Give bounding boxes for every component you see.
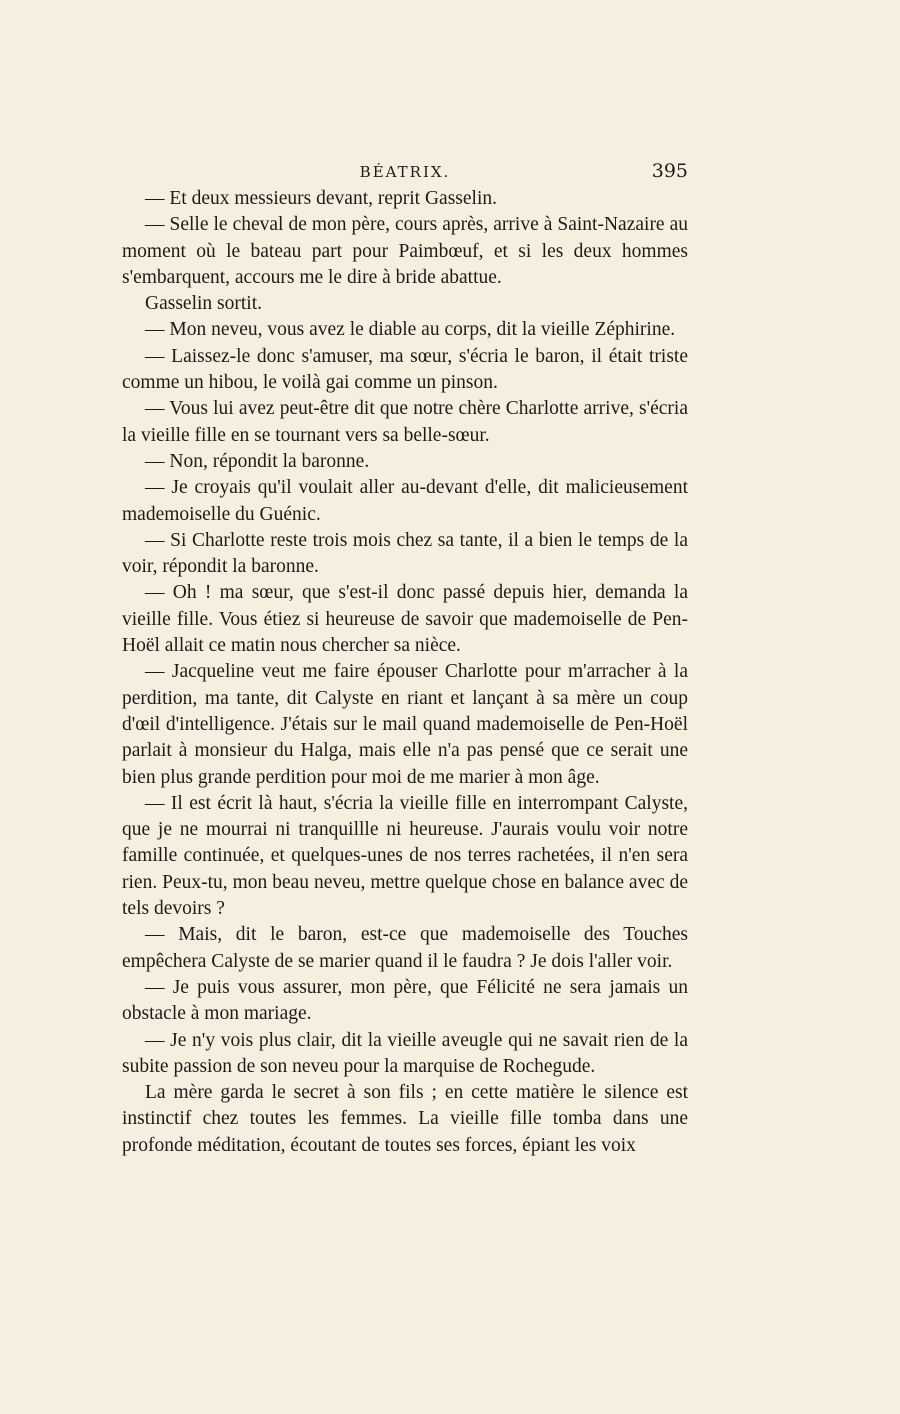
running-title: BÉATRIX. bbox=[359, 163, 451, 181]
paragraph: — Selle le cheval de mon père, cours après, arrive à Saint-Nazaire au moment où le bateau part pour Paimbœuf, et si les deux hommes s'embarquent, accours me le dire à bride abattue. bbox=[122, 214, 688, 288]
paragraph: — Et deux messieurs devant, reprit Gasselin. bbox=[145, 188, 497, 209]
paragraph: — Non, répondit la baronne. bbox=[145, 450, 370, 472]
page-number: 395 bbox=[651, 160, 688, 182]
paragraph: — Je n'y vois plus clair, dit la vieille aveugle qui ne savait rien de la subite passion de son neveu pour la marquise de Rochegude. bbox=[122, 1029, 688, 1077]
paragraph: — Si Charlotte reste trois mois chez sa tante, il a bien le temps de la voir, répondit la baronne. bbox=[122, 529, 688, 578]
paragraph: — Laissez-le donc s'amuser, ma sœur, s'écria le baron, il était triste comme un hibou, le voilà gai comme un pinson. bbox=[122, 345, 688, 394]
paragraph: — Oh ! ma sœur, que s'est-il donc passé depuis hier, demanda la vieille fille. Vous étiez si heureuse de savoir que mademoiselle de Pen-Hoël allait ce matin nous chercher sa nièce. bbox=[122, 582, 688, 657]
paragraph: — Il est écrit là haut, s'écria la vieille fille en interrompant Calyste, que je ne mourrai ni tranquillle ni heureuse. J'aurais voulu voir notre famille continuée, et quelques-unes de nos terres rachetées, il n'en sera rien. Peux-tu, mon beau neveu, mettre quelque chose en balance avec de tels devoirs ? bbox=[122, 792, 688, 920]
paragraph: — Mon neveu, vous avez le diable au corps, dit la vieille Zéphirine. bbox=[145, 319, 676, 341]
paragraph: — Vous lui avez peut-être dit que notre chère Charlotte arrive, s'écria la vieille fille en se tournant vers sa belle-sœur. bbox=[122, 398, 688, 446]
paragraph: La mère garda le secret à son fils ; en cette matière le silence est instinctif chez toutes les femmes. La vieille fille tomba dans une profonde méditation, écoutant de toutes ses forces, épiant les voix bbox=[122, 1082, 688, 1156]
page-header bbox=[122, 160, 688, 184]
paragraph: — Je croyais qu'il voulait aller au-devant d'elle, dit malicieusement mademoiselle du Guénic. bbox=[122, 477, 688, 525]
paragraph: — Mais, dit le baron, est-ce que mademoiselle des Touches empêchera Calyste de se marier quand il le faudra ? Je dois l'aller voir. bbox=[122, 924, 688, 972]
paragraph: — Jacqueline veut me faire épouser Charlotte pour m'arracher à la perdition, ma tante, dit Calyste en riant et lançant à sa mère un coup d'œil d'intelligence. J'étais sur le mail quand mademoiselle de Pen-Hoël parlait à monsieur du Halga, mais elle n'a pas pensé que ce serait une bien plus grande perdition pour moi de me marier à mon âge. bbox=[122, 661, 688, 788]
body-text bbox=[122, 186, 688, 1159]
paragraph: — Je puis vous assurer, mon père, que Félicité ne sera jamais un obstacle à mon mariage. bbox=[122, 976, 688, 1025]
paragraph: Gasselin sortit. bbox=[145, 293, 262, 315]
